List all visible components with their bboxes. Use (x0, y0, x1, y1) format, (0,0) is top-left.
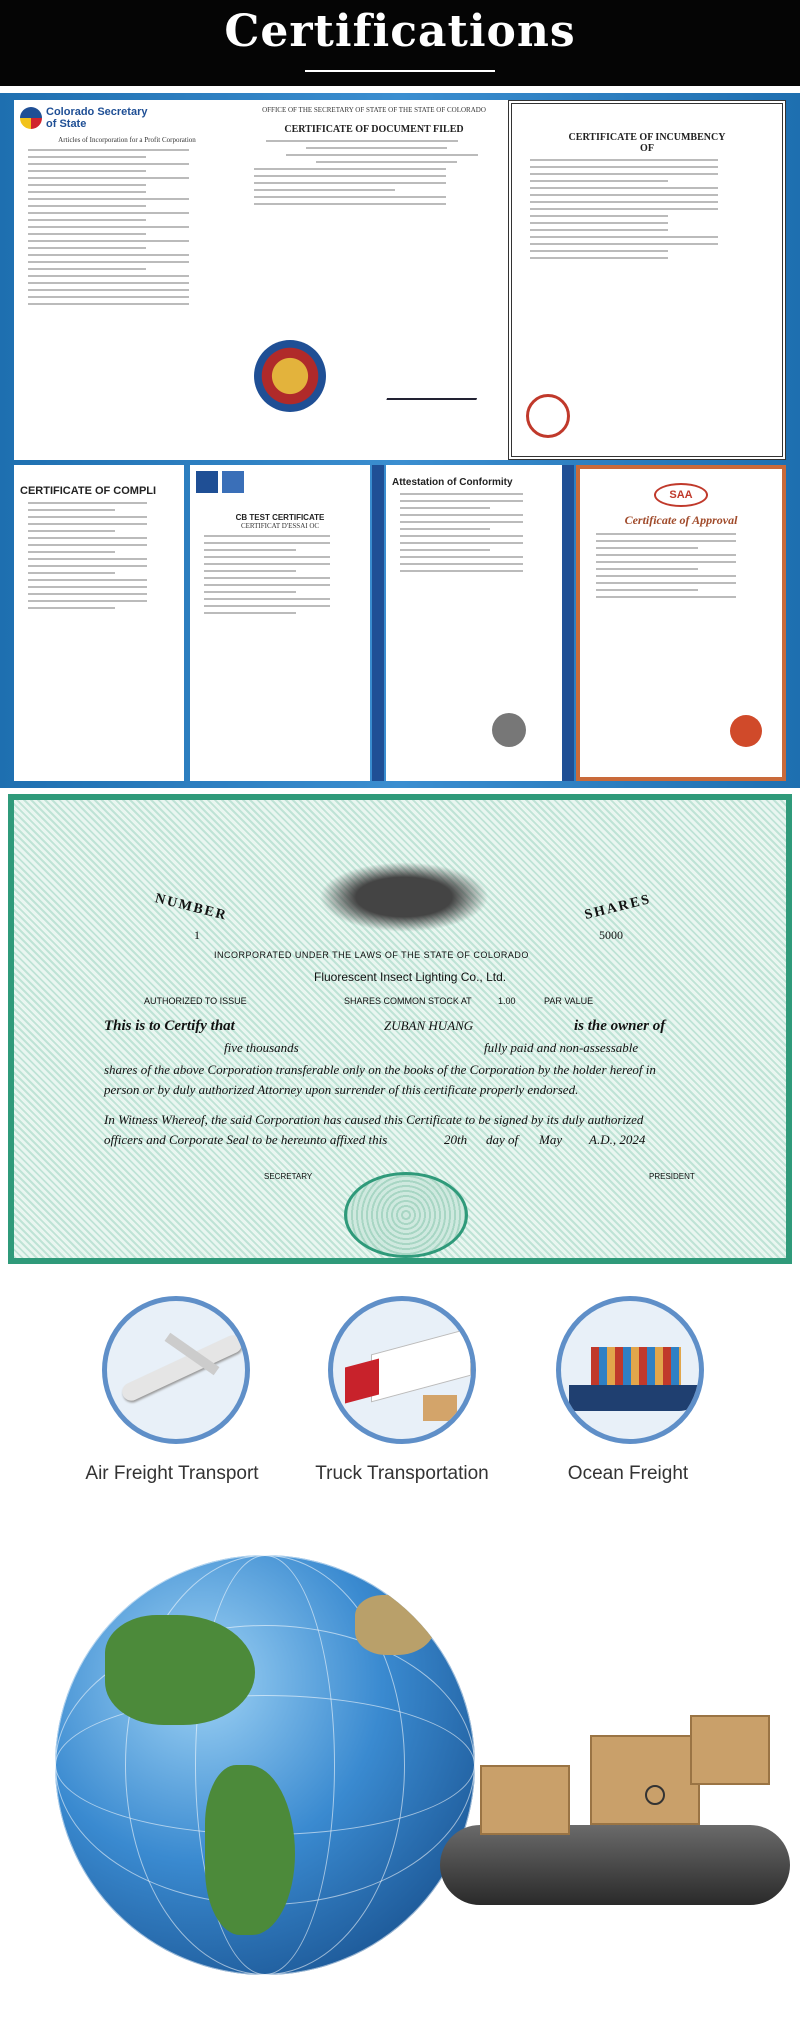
page-header (0, 0, 800, 86)
cert-title: CERTIFICATE OF INCUMBENCY (568, 132, 726, 143)
certificate-cb-test (190, 465, 370, 781)
package-icon (480, 1765, 570, 1835)
holder-name: ZUBAN HUANG (384, 1018, 474, 1033)
owner-of-text: is the owner of (574, 1018, 666, 1034)
red-stamp-icon (526, 394, 570, 438)
paid-text: fully paid and non-assessable (484, 1040, 639, 1055)
cert-subtitle: Articles of Incorporation for a Profit Corporation (58, 136, 196, 144)
secretary-label: SECRETARY (264, 1172, 313, 1181)
colorado-logo-icon (20, 107, 42, 129)
title-underline (305, 70, 495, 72)
signature (386, 380, 483, 400)
certificate-gallery (0, 93, 800, 788)
cert-title: Attestation of Conformity (392, 477, 513, 488)
certificate-attestation (386, 465, 562, 781)
certificate-incumbency (508, 100, 786, 460)
iecee-logo-icon (222, 471, 244, 493)
company-name: Fluorescent Insect Lighting Co., Ltd. (314, 970, 507, 984)
transfer-text: shares of the above Corporation transferable only on the books of the Corporation by the holder hereof in (104, 1062, 656, 1077)
cert-title: CERTIFICATE OF COMPLI (20, 485, 157, 497)
certify-text: This is to Certify that (104, 1018, 235, 1034)
day-of-text: day of (486, 1132, 519, 1147)
package-icon (690, 1715, 770, 1785)
shares-common-label: SHARES COMMON STOCK AT (344, 996, 472, 1006)
cert-title: CB TEST CERTIFICATE (235, 513, 325, 522)
par-value-amount: 1.00 (498, 996, 516, 1006)
shipping-label-truck: Truck Transportation (315, 1463, 489, 1484)
cert-subtitle: OFFICE OF THE SECRETARY OF STATE OF THE STATE OF COLORADO (262, 106, 486, 114)
cert-subtitle: OF (640, 143, 654, 154)
saa-logo-icon: SAA (654, 483, 708, 507)
endorse-text: person or by duly authorized Attorney upon surrender of this certificate properly endorsed. (104, 1082, 579, 1097)
certificate-compliance (14, 465, 184, 781)
ship-icon (556, 1296, 704, 1444)
authorized-label: AUTHORIZED TO ISSUE (144, 996, 247, 1006)
year-value: A.D., 2024 (589, 1132, 646, 1147)
number-value: 1 (194, 928, 200, 942)
number-label: NUMBER (153, 891, 230, 924)
day-value: 20th (444, 1132, 468, 1147)
cert-issuer: Colorado Secretary of State (46, 106, 148, 130)
cert-title: CERTIFICATE OF DOCUMENT FILED (284, 124, 464, 135)
president-label: PRESIDENT (649, 1172, 695, 1181)
colorado-seal-icon (254, 340, 326, 412)
seal-icon (492, 713, 526, 747)
corporate-seal-icon (344, 1172, 468, 1258)
shipping-label-air: Air Freight Transport (85, 1463, 259, 1484)
truck-icon (328, 1296, 476, 1444)
globe-icon (55, 1555, 475, 1975)
airplane-icon (102, 1296, 250, 1444)
shipping-label-ocean: Ocean Freight (567, 1463, 689, 1484)
iec-logo-icon (196, 471, 218, 493)
recycle-icon (645, 1785, 665, 1805)
certificate-side-stripe (562, 465, 574, 781)
certificate-articles (14, 100, 240, 460)
shares-label: SHARES (583, 892, 653, 924)
witness-text: In Witness Whereof, the said Corporation has caused this Certificate to be signed by its duly authorized (104, 1112, 644, 1127)
eagle-icon (319, 862, 489, 932)
page-title: Certifications (224, 6, 576, 57)
cert-title: Certificate of Approval (624, 513, 738, 527)
incorporated-text: INCORPORATED UNDER THE LAWS OF THE STATE OF COLORADO (214, 950, 529, 960)
package-icon (590, 1735, 700, 1825)
certificate-approval (576, 465, 786, 781)
conveyor-belt-icon (440, 1715, 800, 1915)
certificate-side-stripe (372, 465, 384, 781)
certificate-document-filed (240, 100, 508, 460)
amount-words: five thousands (224, 1040, 299, 1055)
month-value: May (539, 1132, 563, 1147)
stamp-icon (730, 715, 762, 747)
stock-certificate (8, 794, 792, 1264)
shares-value: 5000 (599, 928, 623, 942)
affixed-text: officers and Corporate Seal to be hereunto affixed this (104, 1132, 388, 1147)
par-value-label: PAR VALUE (544, 996, 594, 1006)
cert-subtitle: CERTIFICAT D'ESSAI OC (240, 522, 320, 530)
